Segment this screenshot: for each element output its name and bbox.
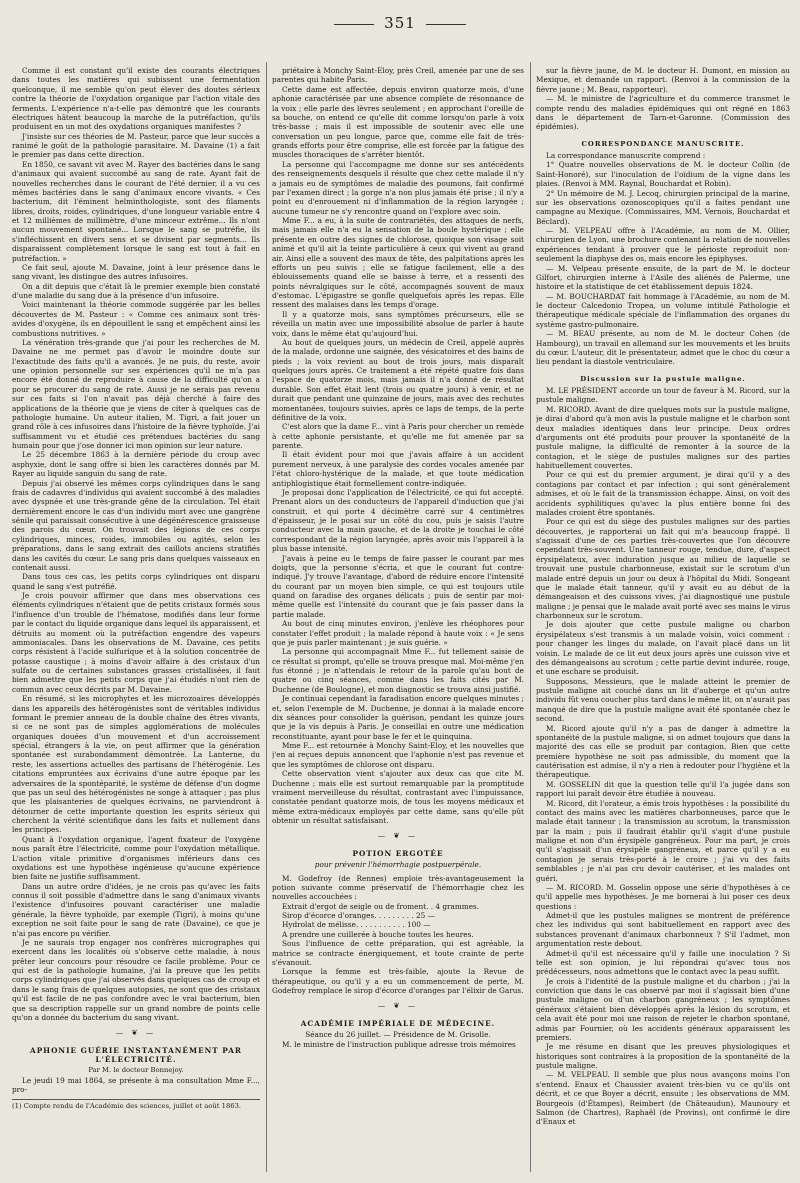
paragraph: Cette dame est affectée, depuis environ quatorze mois, d'une aphonie caractérisée par une absence complète de résonnance de la voix ; elle parle des lèvres seulement ; en approchant l'oreille de sa bouche, on entend ce qu'elle dit comme lorsqu'on parle à voix très-basse ; mais il est impossible de soutenir avec elle une conversation un peu longue, parce que, comme elle fait de très-grands efforts pour être comprise, elle est forcée par la fatigue des muscles thoraciques de s'arrêter bientôt. <box>272 84 524 160</box>
paragraph: Au bout de quelques jours, un médecin de Creil, appelé auprès de la malade, ordonne une saignée, des vésicatoires et des bains de pieds ; la voix revient au bout de trois jours, mais disparaît quelques jours après. Ce traitement a été répété quatre fois dans l'espace de quatorze mois, mais jamais il n'a donné de résultat durable. Son effet était lent (trois ou quatre jours) à venir, et ne durait que pendant une quinzaine de jours, mais avec des rechutes momentanées, toujours suivies, après ce laps de temps, de la perte définitive de la voix. <box>272 337 524 422</box>
column-rule-2 <box>530 62 531 1172</box>
paragraph: Le 25 décembre 1863 à la dernière période du croup avec asphyxie, dont le sang offre si bien les caractères donnés par M. Rayer au liquide sanguin du sang de rate. <box>12 450 260 479</box>
paragraph: Mme F... est retournée à Monchy Saint-Eloy, et les nouvelles que j'en ai reçues depuis annoncent que l'aphonie n'est pas revenue et que les symptômes de chlorose ont disparu. <box>272 741 524 769</box>
section-heading: Discussion sur la pustule maligne. <box>580 374 746 383</box>
prescription-line: Extrait d'ergot de seigle ou de froment. . 4 grammes. <box>282 901 480 911</box>
paragraph: M. le ministre de l'instruction publique adresse trois mémoires <box>282 1039 516 1049</box>
paragraph: M. LE PRÉSIDENT accorde un tour de faveur à M. Ricord, sur la pustule maligne. <box>536 386 790 405</box>
paragraph: — M. Velpeau présente ensuite, de la part de M. le docteur Gilfort, chirurgien interne à l'Asile des aliénés de Palerme, une histoire et la statistique de cet établissement depuis 1824. <box>536 263 790 292</box>
column-1 <box>12 66 260 1171</box>
paragraph: 1° Quatre nouvelles observations de M. le docteur Collin (de Saint-Honoré), sur l'inoculation de l'oïdium de la vigne dans les plaies. (Renvoi à MM. Raynal, Bouchardat et Robin). <box>536 160 790 189</box>
prescription-line: Hydrolat de mélisse. . . . . . . . . . . 100 — <box>282 920 431 930</box>
paragraph: Admet-il qu'il est nécessaire qu'il y faille une inoculation ? Si telle est son opinion, je lui répondrai qu'avec tous nos prédécesseurs, nous admettons que le contact avec la peau suffit. <box>536 948 790 977</box>
paragraph: — M. VELPEAU. Il semble que plus nous avançons moins l'on s'entend. Enaux et Chaussier avaient très-bien vu ce qu'ils ont décrit, et ce que Boyer a décrit, ensuite ; les observations de MM. Bourgeois (d'Étampes), Reimbert (de Châteaudun), Maunoury et Salmon (de Chartres), Raphaël (de Provins), ont confirmé le dire d'Enaux et <box>536 1070 790 1127</box>
paragraph: Je continuai cependant la faradisation encore quelques minutes ; et, selon l'exemple de M. Duchenne, je donnai à la malade encore dix séances pour consolider la guérison, pendant les quinze jours que je la vis depuis à Paris. Je conseillai en outre une médication reconstituante, ayant pour base le fer et le quinquina. <box>272 694 524 741</box>
paragraph: Sous l'influence de cette préparation, qui est agréable, la matrice se contracte énergiquement, et toute crainte de perte s'évanouit. <box>272 939 524 967</box>
paragraph: Ce fait seul, ajoute M. Davaine, joint à leur présence dans le sang vivant, les distingue des autres infusoires. <box>12 262 260 282</box>
paragraph: J'avais à peine eu le temps de faire passer le courant par mes doigts, que la personne s'écria, et que le courant fut contre-indiqué. J'y trouve l'avantage, d'abord de réduire encore l'intensité du courant par un moyen bien simple, ce qui est toujours utile quand on faradise des organes délicats ; puis de sentir par moi-même quelle est l'intensité du courant que je fais passer dans la partie malade. <box>272 553 524 619</box>
paragraph: Le jeudi 19 mai 1864, se présente à ma consultation Mme F..., pro- <box>12 1075 260 1095</box>
paragraph: M. RICORD. Avant de dire quelques mots sur la pustule maligne, je dirai d'abord qu'à mon avis la pustule maligne et le charbon sont deux maladies identiques dans leur principe. Deux ordres d'arguments ont été produits pour prouver la spontanéité de la pustule maligne, la difficulté de remonter à la source de la contagion, et le siège de pustules malignes sur des parties habituellement couvertes. <box>536 404 790 470</box>
paragraph: Cette observation vient s'ajouter aux deux cas que cite M. Duchenne ; mais elle est surtout remarquable par la promptitude vraiment merveilleuse du résultat, contrastant avec l'impuissance, constatée pendant quatorze mois, de tous les moyens médicaux et même extra-médicaux employés par cette dame, sans qu'elle pût obtenir un résultat satisfaisant. <box>272 769 524 825</box>
ornament-divider: — ❦ — <box>115 1028 157 1038</box>
paragraph: Au bout de cinq minutes environ, j'enlève les rhéophores pour constater l'effet produit ; la malade répond à haute voix : « Je sens que je puis parler maintenant ; je suis guérie. » <box>272 619 524 647</box>
paragraph: Je ne saurais trop engager nos confrères micrographes qui exercent dans les localités où s'observe cette maladie, à nous prêter leur concours pour résoudre ce facile problème. Pour ce qui est de la pathologie humaine, j'ai la preuve que les petits corps cylindriques que j'ai observés dans quelques cas de croup et dans le sang frais de quelques autopsies, ne sont que des cristaux qu'il est facile de ne pas confondre avec le vrai bacterium, bien que sa description rappelle sur un grand nombre de points celle qu'on a donnée du bacterium du sang vivant. <box>12 937 260 1022</box>
paragraph: Pour ce qui est du siège des pustules malignes sur des parties découvertes, je rapporterai un fait qui m'a beaucoup frappé. Il s'agissait d'une de ces parties très-couvertes que l'on découvre cependant très-souvent. Une tanneur rouge, tendue, dure, d'aspect érysipélateux, avec induration jusque au milieu de laquelle se trouvait une pustule charbonneuse, existait sur le scrotum d'un malade entré depuis un jour ou deux à l'hôpital du Midi. Songeant que le malade était tanneur, qu'il y avait eu au début de la démangeaison et des cuissons vives, j'ai diagnostiqué une pustule maligne ; je pensai que le malade avait porté avec ses mains le virus charbonneux sur le scrotum. <box>536 517 790 620</box>
paragraph: Quant à l'oxydation organique, l'agent fixateur de l'oxygène nous paraît être l'électricité, comme pour l'oxydation métallique. L'action vitale primitive d'organismes inférieurs dans ces oxydations est une hypothèse ingénieuse qu'aucune expérience bien faite ne justifie suffisamment. <box>12 834 260 882</box>
paragraph: — M. BOUCHARDAT fait hommage à l'Académie, au nom de M. le docteur Calcedonio Tropea, un volume intitulé Pathologie et thérapeutique médicale spéciale de l'inflammation des organes du système gastro-pulmonaire. <box>536 291 790 329</box>
column-rule-1 <box>266 62 267 1172</box>
paragraph: J'insiste sur ces théories de M. Pasteur, parce que leur succès a ranimé le goût de la pathologie parasitaire. M. Davaine (1) a fait le premier pas dans cette direction. <box>12 131 260 160</box>
paragraph: Je proposai donc l'application de l'électricité, ce qui fut accepté. Prenant alors un des conducteurs de l'appareil d'induction que j'ai construit, et qui porte 4 décimètre carré sur 4 centimètres d'épaisseur, je le posai sur un côté du cou, puis je saisis l'autre conducteur avec la main gauche, et de la droite je touchai le côté correspondant de la région laryngée, après avoir mis l'appareil à la plus basse intensité. <box>272 487 524 554</box>
paragraph: Voici maintenant la théorie commode suggérée par les belles découvertes de M. Pasteur : « Comme ces animaux sont très-avides d'oxygène, ils en dépouillent le sang et empêchent ainsi les combustions nutritives. » <box>12 300 260 338</box>
paragraph: Pour ce qui est du premier argument, je dirai qu'il y a des contagions par contact et par infection ; qui sont généralement admises, et où le fait de la transmission échappe. Ainsi, on voit des accidents syphilitiques qu'avec la plus entière bonne foi des malades croient être spontanés. <box>536 470 790 517</box>
paragraph: Dans tous ces cas, les petits corps cylindriques ont disparu quand le sang s'est putréfié. <box>12 572 260 591</box>
paragraph: — M. BEAU présente, au nom de M. le docteur Cohen (de Hambourg), un travail en allemand sur les mouvements et les bruits du cœur. L'auteur, dit le présentateur, admet que le choc du cœur a lieu pendant la diastole ventriculaire. <box>536 329 790 367</box>
ornament-divider: — ❦ — <box>377 1001 419 1011</box>
paragraph: M. GOSSELIN dit que la question telle qu'il l'a jugée dans son rapport lui paraît devoir être étudiée à nouveau. <box>536 779 790 799</box>
paragraph: Je crois à l'identité de la pustule maligne et du charbon ; j'ai la conviction que dans le cas observé par moi il s'agissait bien d'une pustule maligne ou d'un charbon gangréneux ; les symptômes généraux s'étaient bien développés après la lésion du scrotum, et cela avait été pour moi une raison de rejeter le charbon spontané, admis par Fournier, où les accidents généraux apparaissent les premiers. <box>536 976 790 1042</box>
paragraph: — M. RICORD. M. Gosselin oppose une série d'hypothèses à ce qu'il appelle mes hypothèses. Je me bornerai à lui poser ces deux questions : <box>536 882 790 911</box>
paragraph: Supposons, Messieurs, que le malade atteint le premier de pustule maligne ait couché dans un lit d'auberge et qu'un autre individu fût venu coucher plus tard dans le même lit, on n'aurait pas manqué de dire que la pustule maligne avait été spontanée chez le second. <box>536 676 790 724</box>
session-line: Séance du 26 juillet. — Présidence de M. Grisolle. <box>305 1030 491 1040</box>
paragraph: Il était évident pour moi que j'avais affaire à un accident purement nerveux, à une paralysie des cordes vocales amenée par l'état chloro-hystérique de la malade, et que toute médication antiphlogistique était formellement contre-indiquée. <box>272 450 524 488</box>
paragraph: En 1850, ce savant vit avec M. Rayer des bactéries dans le sang d'animaux qui avaient succombé au sang de rate. Ayant fait de nouvelles recherches dans le courant de l'été dernier, il a vu ces mêmes bactéries dans le sang d'animaux encore vivants. « Ces bacterium, dit l'éminent helminthologiste, sont des filaments libres, droits, roides, cylindriques, d'une longueur variable entre 4 et 12 millièmes de millimètre, d'une minceur extrême... Ils n'ont aucun mouvement spontané... Lorsque le sang se putréfie, ils s'infléchissent en divers sens et se divisent par segments... Ils disparaissent complètement lorsque le sang est tout à fait en putréfaction. » <box>12 159 260 263</box>
page-number: 351 <box>0 14 800 32</box>
paragraph: Je me résume en disant que les preuves physiologiques et historiques sont contraires à la proposition de la spontanéité de la pustule maligne. <box>536 1042 790 1070</box>
paragraph: La correspondance manuscrite comprend : <box>546 151 706 160</box>
paragraph: Mme F... a eu, à la suite de contrariétés, des attaques de nerfs, mais jamais elle n'a eu la sensation de la boule hystérique ; elle présente en outre des signes de chlorose, quoique son visage soit animé et qu'il ait la teinte particulière à ceux qui vivent au grand air. Ainsi elle a souvent des maux de tête, des palpitations après les efforts un peu suivis ; elle se fatigue facilement, elle a des éblouissements quand elle se baisse à terre, et a ressenti des points névralgiques sur le côté, accompagnés souvent de maux d'estomac. L'épigastre se gonfle quelquefois après les repas. Elle ressent des malaises dans les temps d'orage. <box>272 216 524 310</box>
article-heading: POTION ERGOTÉE <box>352 848 444 858</box>
paragraph: La personne qui accompagnait Mme F... fut tellement saisie de ce résultat si prompt, qu'elle se trouva presque mal. Moi-même j'en fus étonné ; je n'attendais le retour de la parole qu'au bout de quatre ou cinq séances, comme dans les faits cités par M. Duchenne (de Boulogne), et mon diagnostic se trouva ainsi justifié. <box>272 647 524 694</box>
paragraph: Lorsque la femme est très-faible, ajoute la Revue de thérapeutique, ou qu'il y a eu un commencement de perte, M. Godefroy remplace le sirop d'écorce d'oranges par l'élixir de Garus. <box>272 967 524 995</box>
column-2 <box>272 66 524 1171</box>
paragraph: Comme il est constant qu'il existe des courants électriques dans toutes les matières qui subissent une fermentation quelconque, il me semble qu'on peut élever des doutes sérieux contre la théorie de l'oxydation organique par l'action vitale des ferments. L'expérience n'a-t-elle pas démontré que les courants électriques hâtent beaucoup la marche de la putréfaction, qu'ils produisent en un mot des oxydations organiques manifestes ? <box>12 66 260 132</box>
column-3 <box>536 66 790 1171</box>
paragraph: M. Godefroy (de Rennes) emploie très-avantageusement la potion suivante comme préservatif de l'hémorrhagie chez les nouvelles accouchées : <box>272 873 524 902</box>
paragraph: Je crois pouvoir affirmer que dans mes observations ces éléments cylindriques n'étaient que de petits cristaux formés sous l'influence d'un trouble de l'hématose, modifiés dans leur forme par le contact du liquide organique dans lequel ils apparaissent, et détruits au moment où la putréfaction engendre des vapeurs ammoniacales. Dans les observations de M. Davaine, ces petits corps résistent à l'acide sulfurique et à la solution concentrée de potasse caustique ; à moins d'avoir affaire à des cristaux d'un sulfate ou de certaines substances grasses cristallisées, il faut bien admettre que les petits corps que j'ai étudiés n'ont rien de commun avec ceux décrits par M. Davaine. <box>12 591 260 694</box>
paragraph: Dans un autre ordre d'idées, je ne crois pas qu'avec les faits connus il soit possible d'admettre dans le sang d'animaux vivants l'existence d'infusoires pouvant caractériser une maladie générale, la fièvre typhoïde, par exemple (Tigri), à moins qu'une exception ne soit faite pour le sang de rate (Davaine), ce que je n'ai pas encore pu vérifier. <box>12 881 260 938</box>
paragraph: La personne qui l'accompagne me donne sur ses antécédents des renseignements desquels il résulte que chez cette malade il n'y a jamais eu de symptômes de maladie des poumons, fait confirmé par l'examen direct ; la gorge n'a non plus jamais été prise ; il n'y a point eu d'enrouement ni d'inflammation de la région laryngée ; aucune tumeur ne s'y rencontre quand on l'explore avec soin. <box>272 159 524 216</box>
section-heading: ACADÉMIE IMPÉRIALE DE MÉDECINE. <box>300 1018 496 1028</box>
prescription-line: Sirop d'écorce d'oranges. . . . . . . . . 25 — <box>282 911 435 920</box>
paragraph: Il y a quatorze mois, sans symptômes précurseurs, elle se réveilla un matin avec une impossibilité absolue de parler à haute voix, dans le même état qu'aujourd'hui. <box>272 309 524 338</box>
paragraph: Je dois ajouter que cette pustule maligne ou charbon érysipélateux s'est transmis à un malade voisin, voici comment : pour changer les linges du malade, on l'avait placé dans un lit voisin. Le malade de ce lit eut deux jours après une cuisson vive et des démangeaisons au scrotum ; cette partie devint indurée, rouge, et une eschare se produisit. <box>536 620 790 677</box>
paragraph: Admet-il que les pustules malignes se montrent de préférence chez les individus qui sont habituellement en rapport avec des substances provenant d'animaux charbonneux ? S'il l'admet, mon argumentation reste debout. <box>536 911 790 949</box>
paragraph: M. Ricord ajoute qu'il n'y a pas de danger à admettre la spontanéité de la pustule maligne, si on admet toujours que dans la majorité des cas elle se produit par contagion. Bien que cette première hypothèse ne soit pas admissible, du moment que la cautérisation est admise, il n'y a rien à redouter pour l'hygiène et la thérapeutique. <box>536 723 790 780</box>
paragraph: M. Ricord, dit l'orateur, a émis trois hypothèses : la possibilité du contact des mains avec les matières charbonneuses, parce que le malade était tanneur ; la transmission au scrotum, la transmission par la main ; puis il faudrait établir qu'il s'agit d'une pustule maligne et non d'un érysipèle gangréneux. Pour ma part, je crois qu'il s'agissait d'un érysipèle gangréneux, et parce qu'il y a eu contagion je serais très-porté à le croire ; j'ai vu des faits semblables ; je n'ai pas cru devoir cautériser, et les malades ont guéri. <box>536 798 790 883</box>
paragraph: On a dit depuis que c'était là le premier exemple bien constaté d'une maladie du sang due à la présence d'un infusoire. <box>12 281 260 300</box>
article-heading: APHONIE GUÉRIE INSTANTANÉMENT PAR L'ÉLECTRICITÉ. <box>30 1045 242 1064</box>
paragraph: C'est alors que la dame F... vint à Paris pour chercher un remède à cette aphonie persistante, et qu'elle me fut amenée par sa parente. <box>272 422 524 450</box>
paragraph: — M. VELPEAU offre à l'Académie, au nom de M. Ollier, chirurgien de Lyon, une brochure contenant la relation de nouvelles expériences tendant à prouver que le périoste reproduit non-seulement la diaphyse des os, mais encore les épiphyses. <box>536 226 790 264</box>
paragraph: Depuis j'ai observé les mêmes corps cylindriques dans le sang frais de cadavres d'individus qui avaient succombé à des maladies avec dyspnée et une très-grande gêne de la circulation. Tel était dernièrement encore le cas d'un individu mort avec une gangrène sénile qui paraissait consécutive à une dégénérescence graisseuse des parois du cœur. On trouvait des légions de ces corps cylindriques, minces, roides, immobiles ou agités, selon les préparations, dans le sang extrait des caillots anciens stratifiés dans les cavités du cœur. Le sang pris dans quelques vaisseaux en contenait aussi. <box>12 478 260 572</box>
article-byline: Par M. le docteur Bonnejoy. <box>88 1066 184 1075</box>
footnote: (1) Compte rendu de l'Académie des sciences, juillet et août 1863. <box>12 1099 260 1111</box>
paragraph: La vénération très-grande que j'ai pour les recherches de M. Davaine ne me permet pas d'avoir le moindre doute sur l'exactitude des faits qu'il a avancés. Je ne puis, du reste, avoir une opinion personnelle sur ses expériences qu'il ne m'a pas encore été donné de reproduire à cause de la difficulté qu'on a pour se procurer du sang de rate. Aussi je ne serais pas revenu sur ces faits si l'on n'avait pas déjà cherché à faire des applications de la théorie que je viens de citer à quelques cas de pathologie humaine. Un auteur italien, M. Tigri, a fait jouer un grand rôle à ces infusoires dans l'histoire de la fièvre typhoïde. J'ai suffisamment vu et étudié ces prétendues bactéries du sang humain pour que j'ose donner ici mon opinion sur leur nature. <box>12 337 260 450</box>
paragraph: En résumé, si les microphytes et les microzoaires développés dans les appareils des hétérogénistes sont de véritables individus formant le premier anneau de la double chaîne des êtres vivants, si ce ne sont pas de simples agglomérations de molécules organiques douées d'un mouvement et d'un accroissement spécial, étrangers à la vie, on peut affirmer que la génération spontanée est surabondamment démontrée. La Lanterne, du reste, les assertions actuelles des partisans de l'hétérogénie. Les citations empruntées aux écrivains d'une autre époque par les adversaires de la spontéparité, le système de défense d'un dogme que pas un seul des hétérogénistes ne songe à attaquer ; pas plus que les plaisanteries de quelques écrivains, ne parviendront à détourner de cette importante question les esprits sérieux qui cherchent la vérité scientifique dans les faits et nullement dans les principes. <box>12 694 260 835</box>
paragraph: sur la fièvre jaune, de M. le docteur H. Dumont, en mission au Mexique, et demande un rapport. (Renvoi à la commission de la fièvre jaune ; M. Beau, rapporteur). <box>536 66 790 94</box>
article-subheading: pour prévenir l'hémorrhagie postpuerpérale. <box>314 860 482 870</box>
paragraph: priétaire à Monchy Saint-Eloy, près Creil, amenée par une de ses parentes qui habite Paris. <box>272 66 524 85</box>
prescription-line: A prendre une cuillerée à bouche toutes les heures. <box>282 929 474 939</box>
paragraph: 2° Un mémoire de M. J. Lecoq, chirurgien principal de la marine, sur les observations ozonoscopiques qu'il a faites pendant une campagne au Mexique. (Commissaires, MM. Vernois, Bouchardat et Béclard). <box>536 188 790 226</box>
paragraph: — M. le ministre de l'agriculture et du commerce transmet le compte rendu des maladies épidémiques qui ont régné en 1863 dans le département de Tarn-et-Garonne. (Commission des épidémies). <box>536 94 790 132</box>
ornament-divider: — ❦ — <box>377 831 419 841</box>
section-heading: CORRESPONDANCE MANUSCRITE. <box>581 139 745 148</box>
